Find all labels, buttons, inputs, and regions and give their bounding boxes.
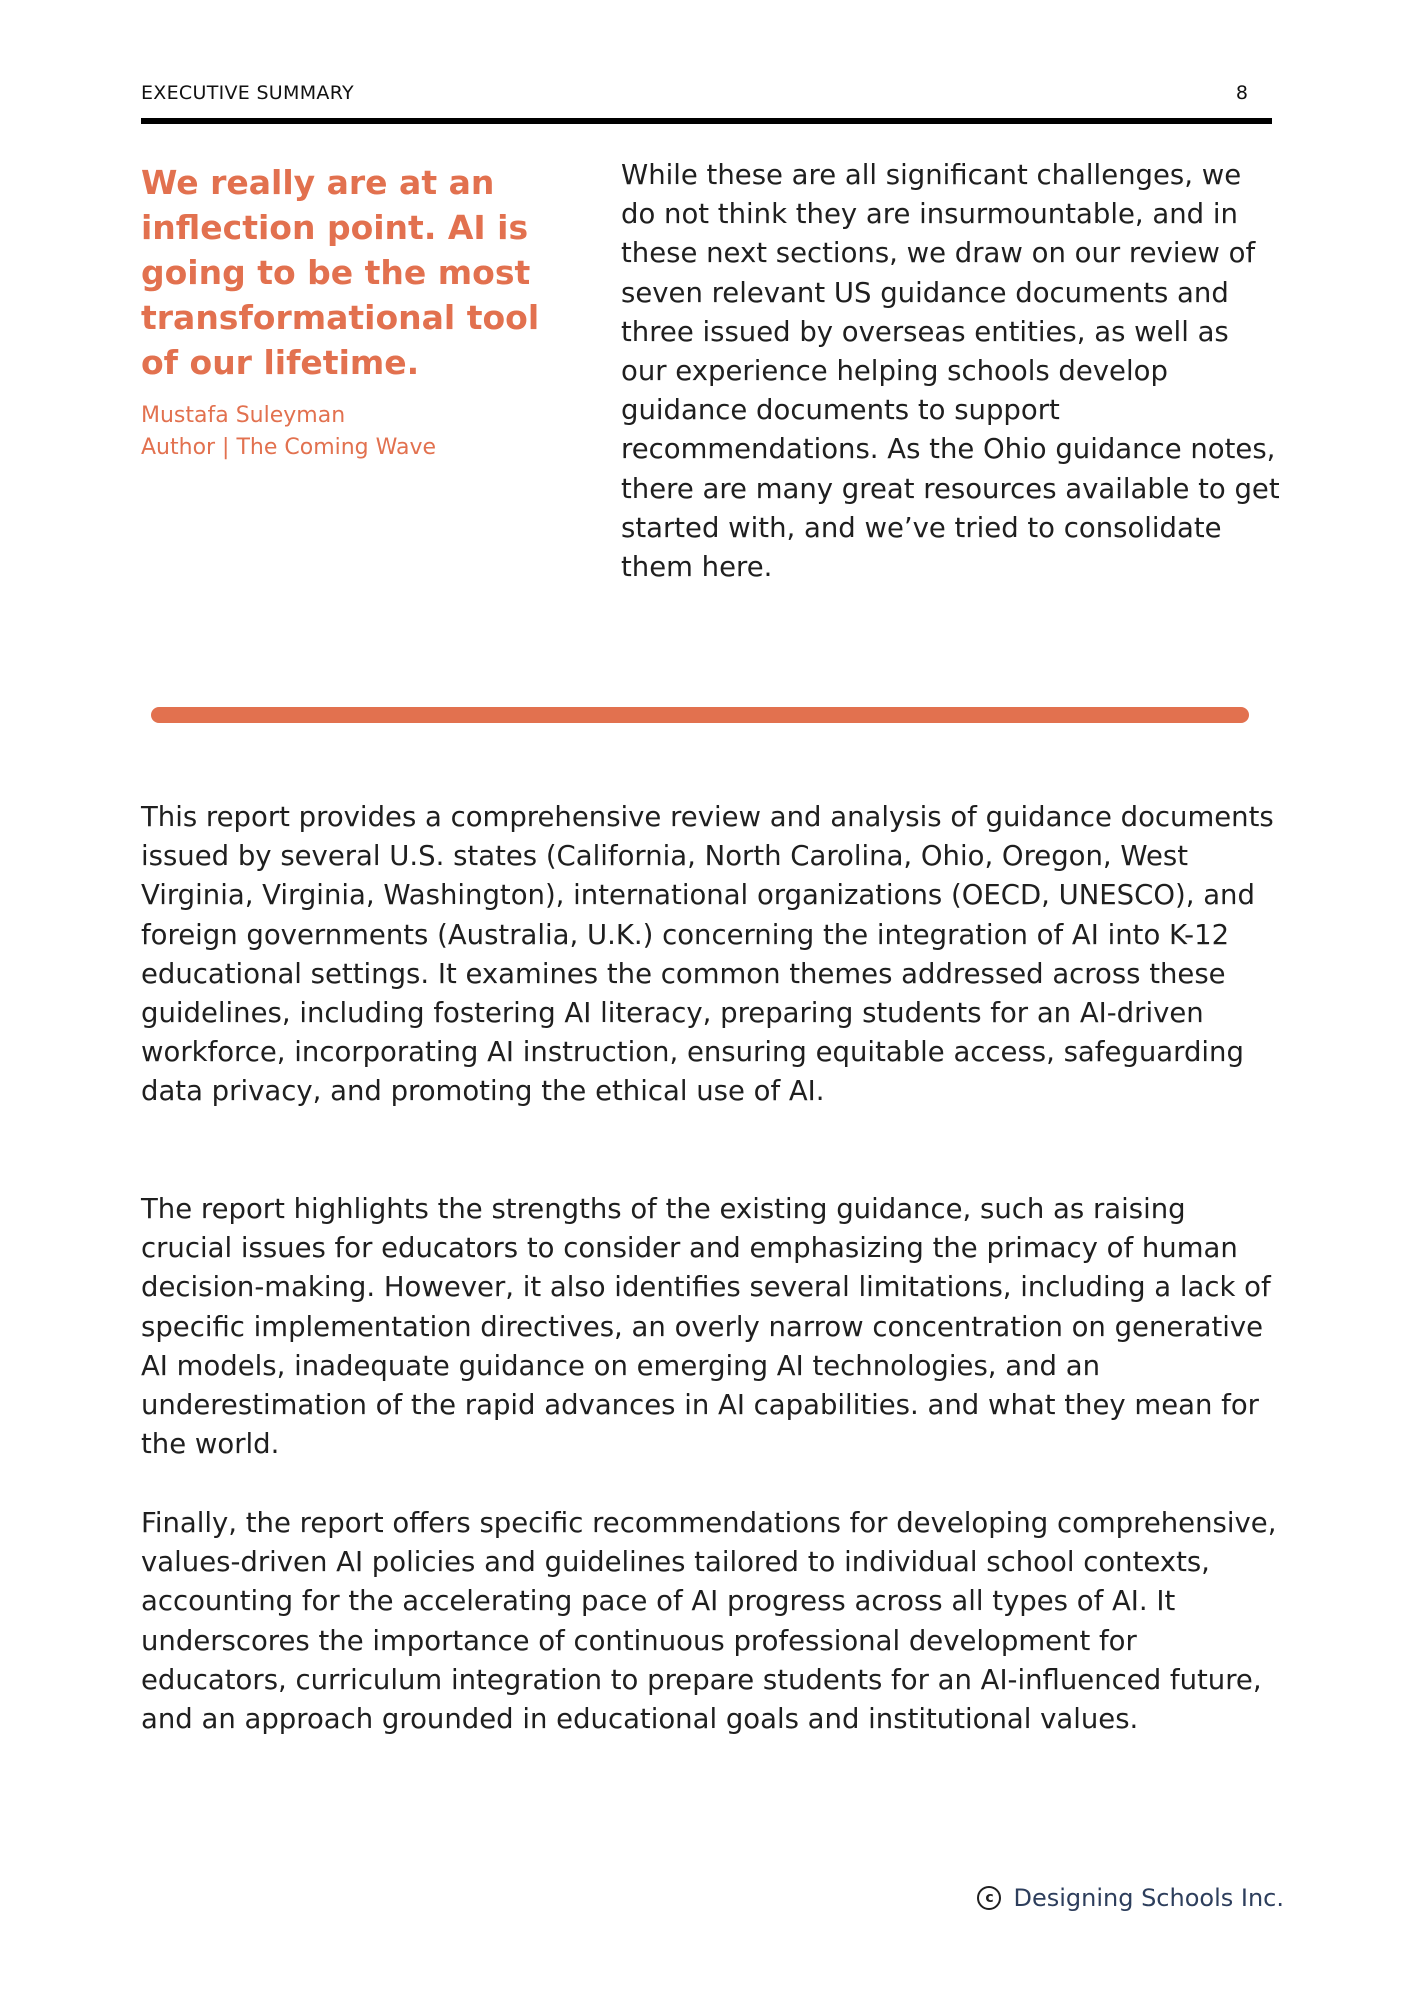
footer-brand <box>977 1884 1284 1912</box>
header-rule <box>141 118 1272 124</box>
pull-quote: We really are at an inflection point. AI is going to be the most transformational tool of our lifetime. <box>141 163 540 382</box>
quote-attribution <box>141 400 436 464</box>
intro-paragraph: While these are all significant challenges, we do not think they are insurmountable, and in these next sections, we draw on our review of seven relevant US guidance documents and three issued by overseas entities, as well as our experience helping schools develop guidance documents to support recommendations. As the Ohio guidance notes, there are many great resources available to get started with, and we’ve tried to consolidate them here. <box>621 159 1280 584</box>
footer-brand-name: Designing Schools Inc. <box>1013 1884 1284 1912</box>
quote-author: Mustafa Suleyman <box>141 403 346 428</box>
copyright-icon: c <box>977 1886 1001 1910</box>
section-divider <box>151 707 1249 723</box>
body-paragraph-1: This report provides a comprehensive review and analysis of guidance documents issued by several U.S. states (California, North Carolina, Ohio, Oregon, West Virginia, Virginia, Washington), international organizations (OECD, UNESCO), and foreign governments (Australia, U.K.) concerning the integration of AI into K-12 educational settings. It examines the common themes addressed across these guidelines, including fostering AI literacy, preparing students for an AI-driven workforce, incorporating AI instruction, ensuring equitable access, safeguarding data privacy, and promoting the ethical use of AI. <box>141 801 1274 1108</box>
quote-author-role: Author | The Coming Wave <box>141 435 437 460</box>
body-paragraph-3: Finally, the report offers specific recommendations for developing comprehensive, values-driven AI policies and guidelines tailored to individual school contexts, accounting for the accelerating pace of AI progress across all types of AI. It underscores the importance of continuous professional development for educators, curriculum integration to prepare students for an AI-influenced future, and an approach grounded in educational goals and institutional values. <box>141 1507 1277 1736</box>
page-number: 8 <box>1235 82 1248 104</box>
body-paragraph-2: The report highlights the strengths of the existing guidance, such as raising crucial issues for educators to consider and emphasizing the primacy of human decision-making. However, it also identifies several limitations, including a lack of specific implementation directives, an overly narrow concentration on generative AI models, inadequate guidance on emerging AI technologies, and an underestimation of the rapid advances in AI capabilities. and what they mean for the world. <box>141 1193 1271 1461</box>
section-title: EXECUTIVE SUMMARY <box>141 82 354 104</box>
